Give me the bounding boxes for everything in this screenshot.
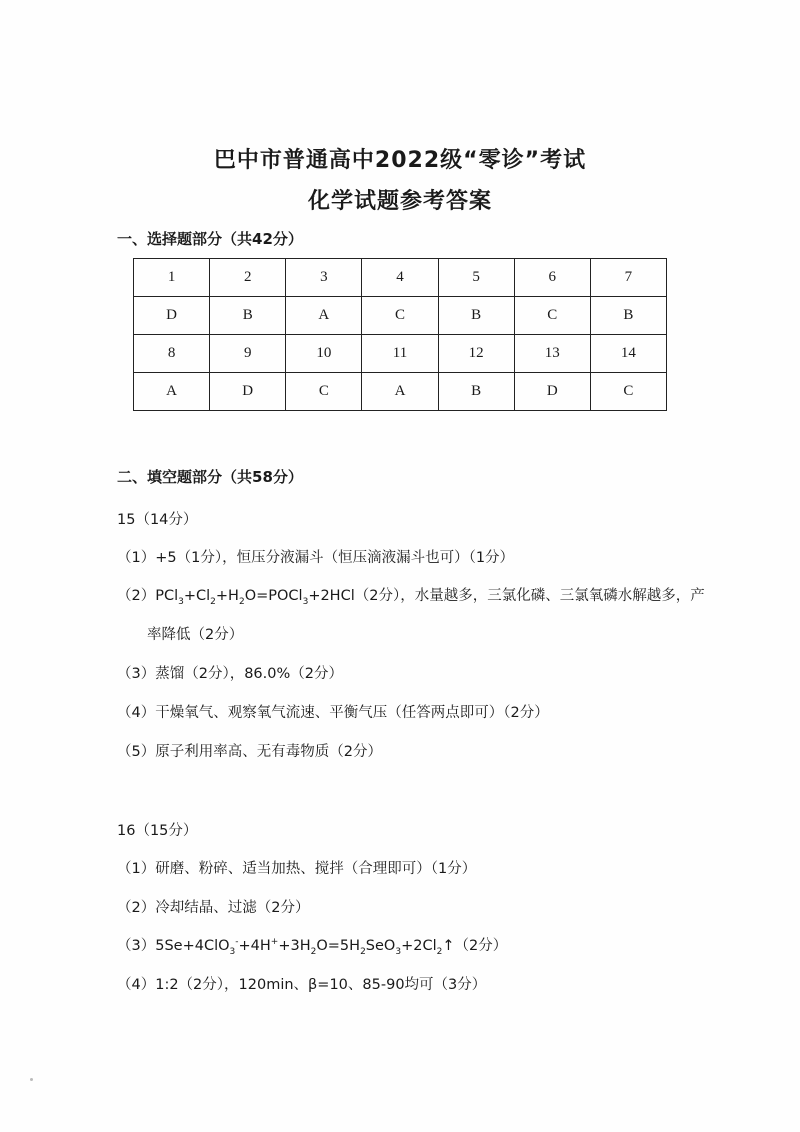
q16-answer-2: （2）冷却结晶、过滤（2分）	[117, 900, 310, 916]
q15-answer-5: （5）原子利用率高、无有毒物质（2分）	[117, 744, 382, 760]
table-cell: 13	[514, 335, 590, 373]
table-cell: 10	[286, 335, 362, 373]
table-cell: 1	[134, 259, 210, 297]
q15-answer-2: $(2)PCl_3+Cl_2+H_2O=POCl_3+2HCl(2$分），水量越多，三氯化磷、三氯氧磷水解越多，产	[117, 588, 705, 607]
table-cell: C	[590, 373, 666, 411]
table-cell: 2	[210, 259, 286, 297]
exam-subtitle: 化学试题参考答案	[307, 189, 492, 214]
section2-heading: 二、填空题部分（共58分）	[117, 468, 303, 486]
table-cell: D	[514, 373, 590, 411]
table-cell: A	[362, 373, 438, 411]
table-cell: 12	[438, 335, 514, 373]
q16-heading: 16（15分）	[117, 823, 198, 839]
table-cell: 11	[362, 335, 438, 373]
table-cell: 14	[590, 335, 666, 373]
table-cell: B	[438, 297, 514, 335]
q15-answer-4: （4）干燥氧气、观察氧气流速、平衡气压（任答两点即可）（2分）	[117, 705, 549, 721]
table-cell: A	[286, 297, 362, 335]
table-cell: 8	[134, 335, 210, 373]
q15-answer-2-continued: 率降低（2分）	[147, 627, 244, 643]
q16-answer-4: （4）1:2（2分），120min、β=10、85-90均可（3分）	[117, 977, 487, 993]
q15-answer-3: （3）蒸馏（2分），86.0%（2分）	[117, 666, 343, 682]
table-cell: C	[286, 373, 362, 411]
table-cell: C	[514, 297, 590, 335]
table-cell: D	[210, 373, 286, 411]
exam-title: 巴中市普通高中2022级“零诊”考试	[213, 148, 587, 173]
table-cell: A	[134, 373, 210, 411]
table-cell: 6	[514, 259, 590, 297]
table-cell: 3	[286, 259, 362, 297]
table-cell: B	[590, 297, 666, 335]
choice-answer-table	[133, 258, 667, 411]
table-cell: 7	[590, 259, 666, 297]
q15-heading: 15（14分）	[117, 512, 198, 528]
table-row	[134, 259, 667, 297]
table-cell: 5	[438, 259, 514, 297]
q16-answer-3: $(3)5Se+4ClO_3^-+4H^++3H_2O=5H_2SeO_3+2Cl_2↑(2$分）	[117, 937, 508, 957]
table-row	[134, 297, 667, 335]
table-row	[134, 373, 667, 411]
table-row	[134, 335, 667, 373]
table-cell: 9	[210, 335, 286, 373]
q15-answer-1: （1）+5（1分），恒压分液漏斗（恒压滴液漏斗也可）（1分）	[117, 550, 515, 566]
table-cell: 4	[362, 259, 438, 297]
q16-answer-1: （1）研磨、粉碎、适当加热、搅拌（合理即可）（1分）	[117, 861, 477, 877]
table-cell: B	[210, 297, 286, 335]
scan-speck	[30, 1078, 33, 1081]
table-cell: D	[134, 297, 210, 335]
table-cell: B	[438, 373, 514, 411]
section1-heading: 一、选择题部分（共42分）	[117, 230, 303, 248]
table-cell: C	[362, 297, 438, 335]
